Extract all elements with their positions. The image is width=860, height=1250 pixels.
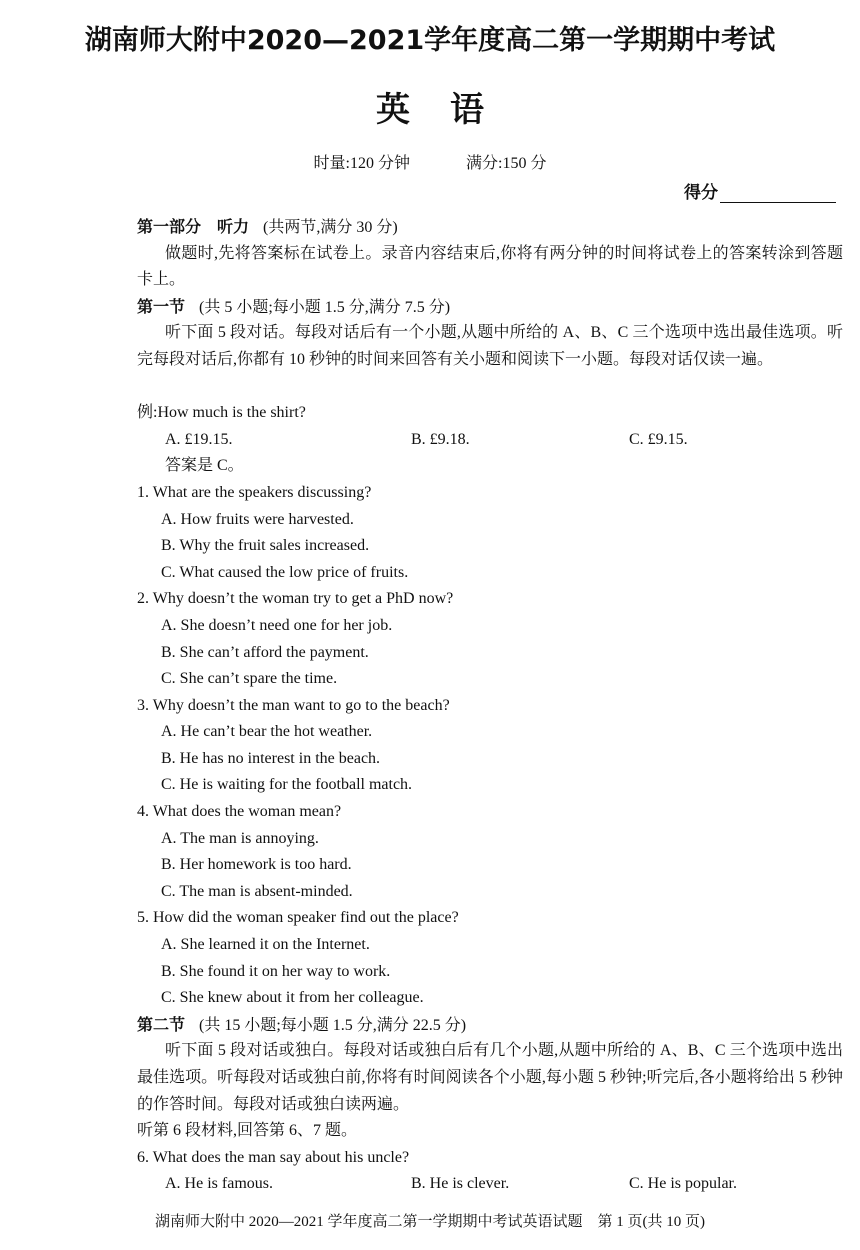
question-stem: 6. What does the man say about his uncle? xyxy=(137,1148,410,1166)
question-option: B. He has no interest in the beach. xyxy=(161,749,381,767)
question-option: B. She can’t afford the payment. xyxy=(161,643,369,661)
question-option: A. How fruits were harvested. xyxy=(161,510,354,528)
part1-heading xyxy=(137,214,843,241)
question-option: A. She doesn’t need one for her job. xyxy=(161,616,393,634)
section1-title: 第一节 xyxy=(137,296,186,316)
part1-title: 第一部分 听力 xyxy=(137,217,250,236)
question-option: A. He is famous. xyxy=(165,1175,273,1193)
example-stem: 例:How much is the shirt? xyxy=(137,404,306,422)
question-stem: 1. What are the speakers discussing? xyxy=(137,483,372,501)
full-marks: 满分:150 分 xyxy=(466,155,547,172)
question-option: B. Her homework is too hard. xyxy=(161,856,352,874)
question-option: C. He is popular. xyxy=(629,1175,737,1193)
question-option: B. He is clever. xyxy=(411,1175,510,1193)
question-options-row xyxy=(137,1171,843,1198)
score-field xyxy=(684,178,836,203)
example-option-b: B. £9.18. xyxy=(411,430,470,448)
question-option: C. The man is absent-minded. xyxy=(161,882,353,900)
question-stem: 3. Why doesn’t the man want to go to the beach? xyxy=(137,696,450,714)
question-stem: 4. What does the woman mean? xyxy=(137,803,342,821)
question-stem: 5. How did the woman speaker find out the place? xyxy=(137,909,459,927)
section1-instruction: 听下面 5 段对话。每段对话后有一个小题,从题中所给的 A、B、C 三个选项中选出最佳选项。听完每段对话后,你都有 10 秒钟的时间来回答有关小题和阅读下一小题。每段对话仅读一遍。 xyxy=(137,324,843,368)
question-option: B. She found it on her way to work. xyxy=(161,962,391,980)
example-answer: 答案是 C。 xyxy=(165,457,244,475)
page-footer: 湖南师大附中 2020—2021 学年度高二第一学期期中考试英语试题 第 1 页(共 10 页) xyxy=(155,1214,705,1230)
score-label: 得分 xyxy=(684,183,718,203)
question-stem: 2. Why doesn’t the woman try to get a PhD now? xyxy=(137,590,454,608)
section2-instruction: 听下面 5 段对话或独白。每段对话或独白后有几个小题,从题中所给的 A、B、C 三个选项中选出最佳选项。听每段对话或独白前,你将有时间阅读各个小题,每小题 5 秒钟;听完后,各小题将给出 5 秒钟的作答时间。每段对话或独白读两遍。 xyxy=(137,1042,843,1113)
exam-info xyxy=(0,150,860,173)
question-option: B. Why the fruit sales increased. xyxy=(161,537,370,555)
question-option: A. He can’t bear the hot weather. xyxy=(161,723,373,741)
question-option: A. She learned it on the Internet. xyxy=(161,936,370,954)
section2-note: (共 15 小题;每小题 1.5 分,满分 22.5 分) xyxy=(199,1016,467,1034)
question-option: A. The man is annoying. xyxy=(161,829,319,847)
example-options xyxy=(137,427,843,454)
section1-heading xyxy=(137,294,843,321)
section2-title: 第二节 xyxy=(137,1014,186,1034)
exam-title: 湖南师大附中2020—2021学年度高二第一学期期中考试 xyxy=(84,25,776,56)
score-blank xyxy=(720,182,836,203)
material-note: 听第 6 段材料,回答第 6、7 题。 xyxy=(137,1122,358,1140)
example-option-a: A. £19.15. xyxy=(165,430,233,448)
part1-instruction: 做题时,先将答案标在试卷上。录音内容结束后,你将有两分钟的时间将试卷上的答案转涂到答题卡上。 xyxy=(137,244,843,289)
section1-note: (共 5 小题;每小题 1.5 分,满分 7.5 分) xyxy=(199,298,451,316)
subject-title: 英语 xyxy=(376,90,524,130)
question-option: C. She knew about it from her colleague. xyxy=(161,989,424,1007)
question-option: C. She can’t spare the time. xyxy=(161,670,338,688)
question-option: C. He is waiting for the football match. xyxy=(161,776,413,794)
time-limit: 时量:120 分钟 xyxy=(313,155,410,172)
example-option-c: C. £9.15. xyxy=(629,430,688,448)
question-option: C. What caused the low price of fruits. xyxy=(161,563,409,581)
part1-note: (共两节,满分 30 分) xyxy=(263,219,398,236)
section2-heading xyxy=(137,1012,843,1039)
exam-content xyxy=(137,214,843,1198)
